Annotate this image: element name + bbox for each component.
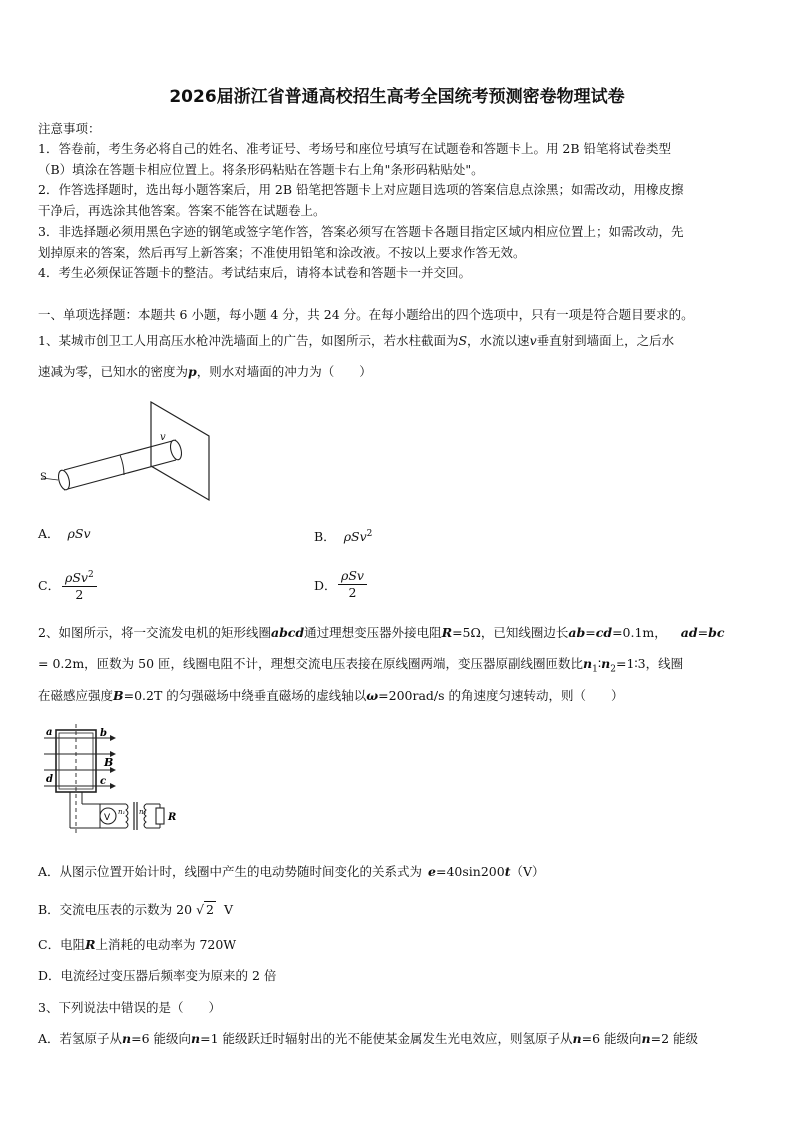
notice-line: 划掉原来的答案，然后再写上新答案；不准使用铅笔和涂改液。不按以上要求作答无效。 bbox=[38, 245, 526, 260]
question-1-option-c[interactable]: C． bbox=[38, 578, 61, 593]
notice-line: 2．作答选择题时，选出每小题答案后，用 2B 铅笔把答题卡上对应题目选项的答案信息点涂黑；如需改动，用橡皮擦 bbox=[38, 182, 684, 197]
question-3-option-a[interactable]: A．若氢原子从n=6 能级向n=1 能级跃迁时辐射出的光不能使某金属发生光电效应，则氢原子从n=6 能级向n=2 能级 bbox=[38, 1031, 699, 1046]
notice-heading: 注意事项： bbox=[38, 121, 101, 136]
fig-label-d: d bbox=[46, 774, 53, 785]
question-2-stem-cont2: 在磁感应强度B=0.2T 的匀强磁场中绕垂直磁场的虚线轴以ω=200rad/s 的角速度匀速转动，则（ ） bbox=[38, 688, 624, 703]
fig-label-a: a bbox=[46, 727, 53, 738]
fig-label-b: b bbox=[100, 728, 107, 739]
question-1-stem-cont: 速减为零，已知水的密度为p，则水对墙面的冲力为（ ） bbox=[38, 364, 372, 379]
jet-section-line bbox=[120, 455, 124, 475]
fig-label-c: c bbox=[100, 776, 107, 787]
fig-label-n2: n₂ bbox=[139, 808, 147, 816]
resistor-shape bbox=[156, 808, 164, 824]
question-2-figure bbox=[42, 724, 192, 840]
question-1-option-b[interactable]: B． ρSv$^2$ bbox=[314, 529, 373, 545]
question-3-stem: 3、下列说法中错误的是（ ） bbox=[38, 1000, 221, 1015]
notice-line: 1．答卷前，考生务必将自己的姓名、准考证号、考场号和座位号填写在试题卷和答题卡上。用 2B 铅笔将试卷类型 bbox=[38, 141, 672, 156]
question-1-option-c-fraction: ρSv$^2$ 2 bbox=[62, 568, 97, 602]
question-2-option-d[interactable]: D．电流经过变压器后频率变为原来的 2 倍 bbox=[38, 968, 277, 983]
section-heading: 一、单项选择题：本题共 6 小题，每小题 4 分，共 24 分。在每小题给出的四个选项中，只有一项是符合题目要求的。 bbox=[38, 307, 694, 322]
figure-label-v: v bbox=[160, 432, 166, 443]
notice-line: 4．考生必须保证答题卡的整洁。考试结束后，请将本试卷和答题卡一并交回。 bbox=[38, 265, 471, 280]
notice-line: （B）填涂在答题卡相应位置上。将条形码粘贴在答题卡右上角"条形码粘贴处"。 bbox=[38, 162, 484, 177]
figure-label-s: S bbox=[40, 472, 47, 483]
fig-label-V: V bbox=[104, 813, 111, 823]
jet-end-ellipse bbox=[57, 469, 72, 491]
question-2-stem: 2、如图所示，将一交流发电机的矩形线圈abcd通过理想变压器外接电阻R=5Ω，已知线圈边长ab=cd=0.1m， ad=bc bbox=[38, 625, 725, 640]
fig-label-n1: n₁ bbox=[118, 808, 126, 816]
question-1-option-d-fraction: ρSv 2 bbox=[338, 568, 367, 600]
question-2-option-a[interactable]: A．从图示位置开始计时，线圈中产生的电动势随时间变化的关系式为 e=40sin200t（V） bbox=[38, 864, 545, 879]
question-1-option-a[interactable]: A． ρSv bbox=[38, 526, 91, 541]
page-title: 2026届浙江省普通高校招生高考全国统考预测密卷物理试卷 bbox=[169, 87, 625, 107]
question-2-option-c[interactable]: C．电阻R上消耗的电动率为 720W bbox=[38, 937, 237, 952]
question-1-figure bbox=[36, 398, 216, 504]
fig-label-B: B bbox=[104, 756, 114, 769]
jet-edge-bottom bbox=[64, 460, 176, 490]
question-2-stem-cont: = 0.2m，匝数为 50 匝，线圈电阻不计，理想交流电压表接在原线圈两端，变压器原副线圈匝数比$n_1∶n_2=1∶3$，线圈 bbox=[38, 656, 684, 675]
question-1-option-d[interactable]: D． bbox=[314, 578, 337, 593]
fig-label-R: R bbox=[168, 812, 177, 823]
notice-line: 3．非选择题必须用黑色字迹的钢笔或签字笔作答，答案必须写在答题卡各题目指定区域内相应位置上；如需改动，先 bbox=[38, 224, 684, 239]
question-2-option-b[interactable]: B．交流电压表的示数为 20 √ 2 V bbox=[38, 902, 234, 917]
notice-line: 干净后，再选涂其他答案。答案不能答在试题卷上。 bbox=[38, 203, 326, 218]
question-1-stem: 1、某城市创卫工人用高压水枪冲洗墙面上的广告，如图所示，若水柱截面为S，水流以速v垂直射到墙面上，之后水 bbox=[38, 333, 675, 348]
